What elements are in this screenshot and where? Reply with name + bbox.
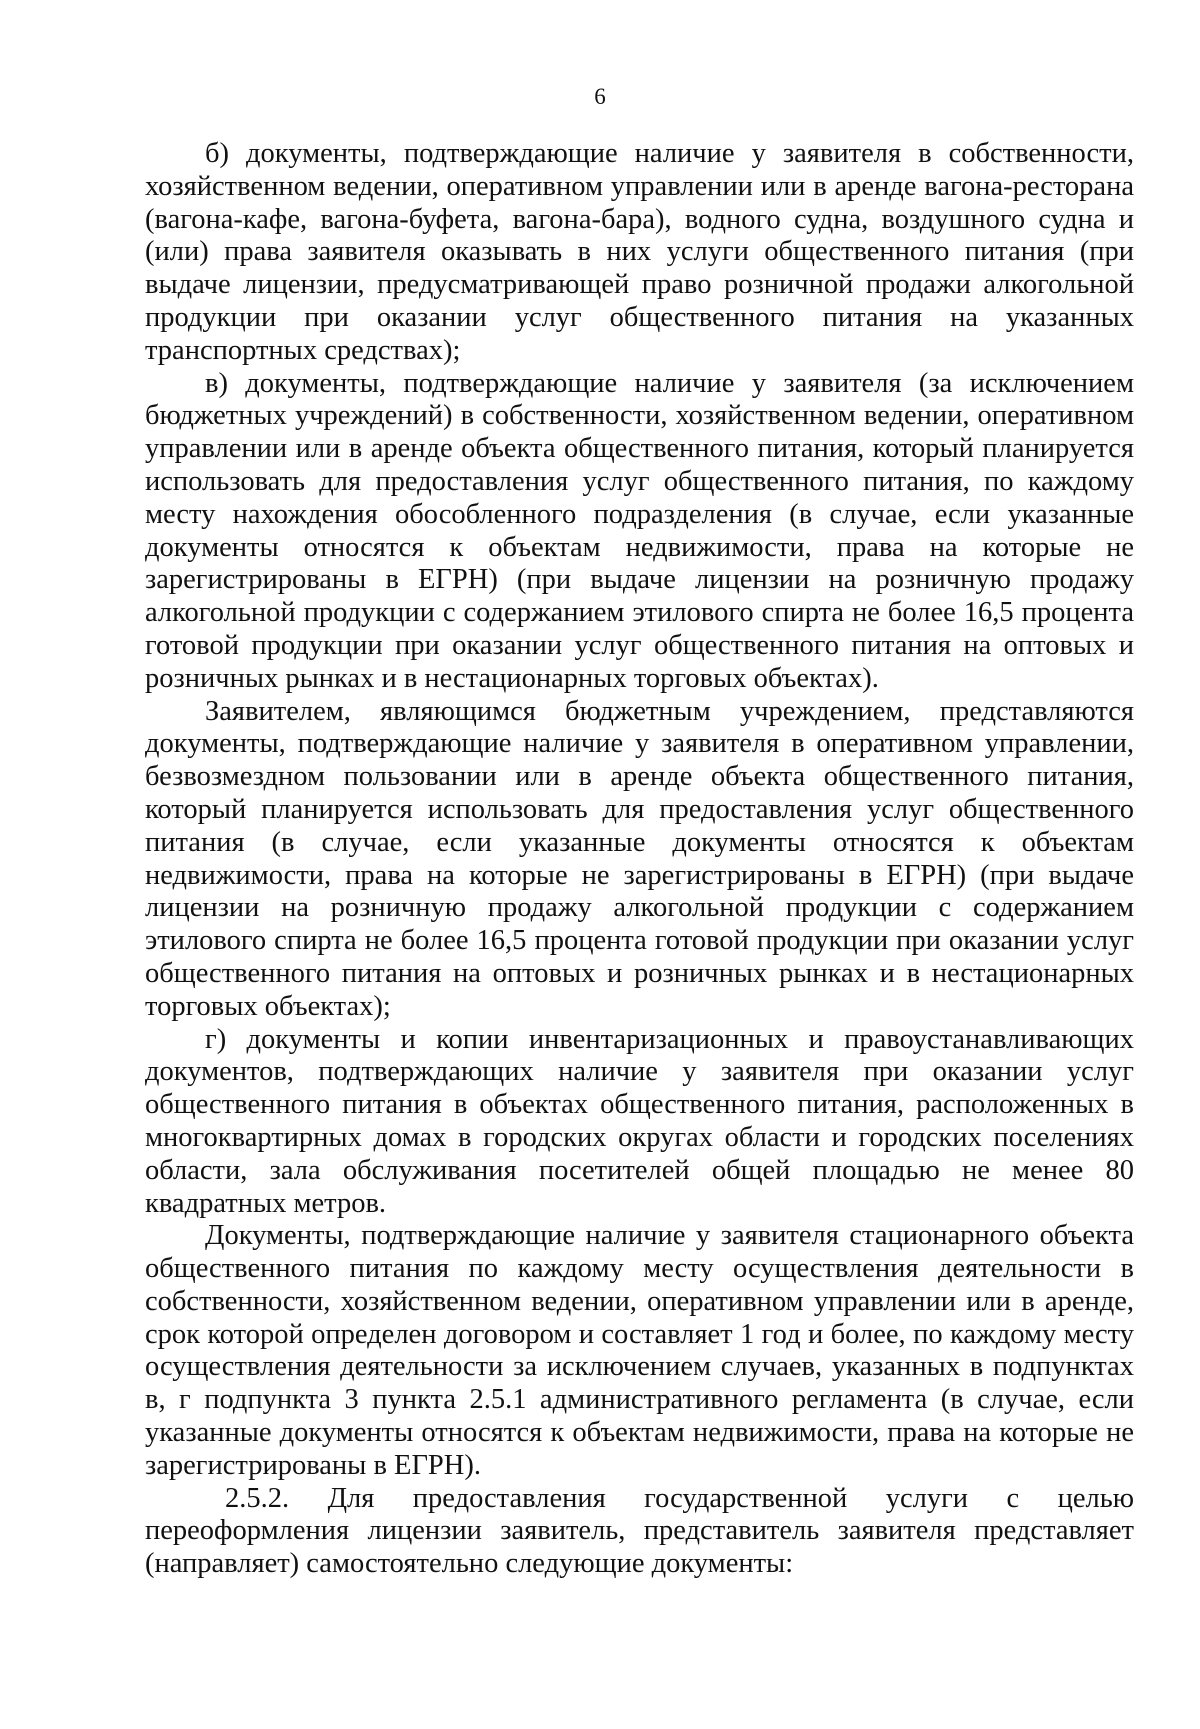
page-number: 6 [594, 84, 606, 109]
document-body [145, 138, 1134, 1581]
paragraph-item-v: в) документы, подтверждающие наличие у заявителя (за исключением бюджетных учреждений) в собственности, хозяйственном ведении, оперативном управлении или в аренде объекта общественного питания, который планируется использовать для предоставления услуг общественного питания, по каждому месту нахождения обособленного подразделения (в случае, если указанные документы относятся к объектам недвижимости, права на которые не зарегистрированы в ЕГРН) (при выдаче лицензии на розничную продажу алкогольной продукции с содержанием этилового спирта не более 16,5 процента готовой продукции при оказании услуг общественного питания на оптовых и розничных рынках и в нестационарных торговых объектах). [145, 367, 1134, 694]
paragraph-budget-institution: Заявителем, являющимся бюджетным учреждением, представляются документы, подтверждающие наличие у заявителя в оперативном управлении, безвозмездном пользовании или в аренде объекта общественного питания, который планируется использовать для предоставления услуг общественного питания (в случае, если указанные документы относятся к объектам недвижимости, права на которые не зарегистрированы в ЕГРН) (при выдаче лицензии на розничную продажу алкогольной продукции с содержанием этилового спирта не более 16,5 процента готовой продукции при оказании услуг общественного питания на оптовых и розничных рынках и в нестационарных торговых объектах); [145, 695, 1134, 1022]
paragraph-2-5-2: 2.5.2. Для предоставления государственной услуги с целью переоформления лицензии заявитель, представитель заявителя представляет (направляет) самостоятельно следующие документы: [145, 1482, 1134, 1580]
paragraph-stationary-object: Документы, подтверждающие наличие у заявителя стационарного объекта общественного питания по каждому месту осуществления деятельности в собственности, хозяйственном ведении, оперативном управлении или в аренде, срок которой определен договором и составляет 1 год и более, по каждому месту осуществления деятельности за исключением случаев, указанных в подпунктах в, г подпункта 3 пункта 2.5.1 административного регламента (в случае, если указанные документы относятся к объектам недвижимости, права на которые не зарегистрированы в ЕГРН). [145, 1220, 1134, 1481]
paragraph-item-g: г) документы и копии инвентаризационных и правоустанавливающих документов, подтверждающих наличие у заявителя при оказании услуг общественного питания в объектах общественного питания, расположенных в многоквартирных домах в городских округах области и городских поселениях области, зала обслуживания посетителей общей площадью не менее 80 квадратных метров. [145, 1023, 1134, 1219]
paragraph-item-b: б) документы, подтверждающие наличие у заявителя в собственности, хозяйственном ведении, оперативном управлении или в аренде вагона-ресторана (вагона-кафе, вагона-буфета, вагона-бара), водного судна, воздушного судна и (или) права заявителя оказывать в них услуги общественного питания (при выдаче лицензии, предусматривающей право розничной продажи алкогольной продукции при оказании услуг общественного питания на указанных транспортных средствах); [145, 138, 1134, 366]
